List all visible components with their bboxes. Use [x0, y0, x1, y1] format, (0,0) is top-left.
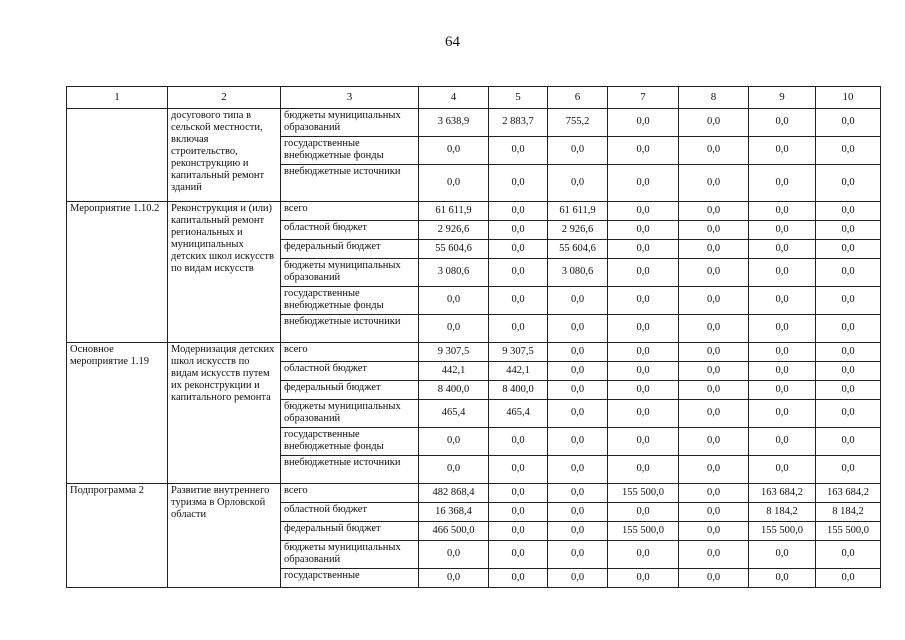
funding-source: федеральный бюджет — [281, 240, 419, 259]
amount-cell: 0,0 — [548, 428, 608, 456]
funding-source: бюджеты муниципальных образований — [281, 541, 419, 569]
column-header: 3 — [281, 87, 419, 109]
amount-cell: 3 080,6 — [548, 259, 608, 287]
table-row — [67, 484, 881, 503]
funding-source: федеральный бюджет — [281, 522, 419, 541]
amount-cell: 61 611,9 — [548, 202, 608, 221]
amount-cell: 0,0 — [608, 362, 679, 381]
amount-cell: 0,0 — [548, 343, 608, 362]
amount-cell: 0,0 — [489, 541, 548, 569]
amount-cell: 9 307,5 — [489, 343, 548, 362]
amount-cell: 8 184,2 — [816, 503, 881, 522]
amount-cell: 0,0 — [608, 221, 679, 240]
amount-cell: 0,0 — [419, 569, 489, 588]
amount-cell: 0,0 — [489, 428, 548, 456]
funding-source: государственные — [281, 569, 419, 588]
amount-cell: 0,0 — [816, 343, 881, 362]
amount-cell: 0,0 — [749, 569, 816, 588]
amount-cell: 0,0 — [749, 381, 816, 400]
funding-source: государственные внебюджетные фонды — [281, 287, 419, 315]
table-row — [67, 109, 881, 137]
amount-cell: 0,0 — [679, 165, 749, 202]
amount-cell: 0,0 — [548, 400, 608, 428]
amount-cell: 0,0 — [419, 137, 489, 165]
amount-cell: 0,0 — [679, 202, 749, 221]
amount-cell: 8 184,2 — [749, 503, 816, 522]
amount-cell: 3 080,6 — [419, 259, 489, 287]
amount-cell: 0,0 — [816, 287, 881, 315]
amount-cell: 0,0 — [749, 343, 816, 362]
amount-cell: 9 307,5 — [419, 343, 489, 362]
amount-cell: 0,0 — [489, 240, 548, 259]
amount-cell: 0,0 — [679, 484, 749, 503]
amount-cell: 55 604,6 — [548, 240, 608, 259]
amount-cell: 0,0 — [419, 315, 489, 343]
amount-cell: 0,0 — [548, 503, 608, 522]
funding-source: федеральный бюджет — [281, 381, 419, 400]
amount-cell: 0,0 — [608, 109, 679, 137]
amount-cell: 0,0 — [816, 541, 881, 569]
amount-cell: 755,2 — [548, 109, 608, 137]
amount-cell: 0,0 — [608, 381, 679, 400]
amount-cell: 0,0 — [679, 400, 749, 428]
amount-cell: 0,0 — [489, 259, 548, 287]
amount-cell: 0,0 — [548, 456, 608, 484]
amount-cell: 2 926,6 — [548, 221, 608, 240]
amount-cell: 2 883,7 — [489, 109, 548, 137]
amount-cell: 61 611,9 — [419, 202, 489, 221]
amount-cell: 163 684,2 — [749, 484, 816, 503]
amount-cell: 0,0 — [816, 381, 881, 400]
amount-cell: 155 500,0 — [816, 522, 881, 541]
amount-cell: 0,0 — [679, 522, 749, 541]
amount-cell: 0,0 — [419, 428, 489, 456]
amount-cell: 0,0 — [419, 456, 489, 484]
amount-cell: 0,0 — [548, 541, 608, 569]
amount-cell: 16 368,4 — [419, 503, 489, 522]
amount-cell: 0,0 — [679, 569, 749, 588]
amount-cell: 163 684,2 — [816, 484, 881, 503]
amount-cell: 0,0 — [679, 287, 749, 315]
amount-cell: 0,0 — [608, 165, 679, 202]
amount-cell: 0,0 — [679, 343, 749, 362]
program-name — [67, 109, 168, 202]
amount-cell: 0,0 — [608, 202, 679, 221]
amount-cell: 0,0 — [816, 569, 881, 588]
amount-cell: 0,0 — [489, 503, 548, 522]
program-description: Реконструкция и (или) капитальный ремонт региональных и муниципальных детских школ искусств по видам искусств — [168, 202, 281, 343]
column-header: 7 — [608, 87, 679, 109]
amount-cell: 0,0 — [679, 137, 749, 165]
amount-cell: 0,0 — [608, 400, 679, 428]
amount-cell: 0,0 — [749, 315, 816, 343]
amount-cell: 0,0 — [489, 569, 548, 588]
amount-cell: 0,0 — [608, 315, 679, 343]
amount-cell: 0,0 — [749, 109, 816, 137]
amount-cell: 0,0 — [749, 541, 816, 569]
amount-cell: 0,0 — [489, 165, 548, 202]
amount-cell: 0,0 — [749, 221, 816, 240]
program-name: Подпрограмма 2 — [67, 484, 168, 588]
program-name: Основное мероприятие 1.19 — [67, 343, 168, 484]
amount-cell: 0,0 — [816, 428, 881, 456]
funding-source: областной бюджет — [281, 221, 419, 240]
amount-cell: 0,0 — [679, 456, 749, 484]
funding-source: государственные внебюджетные фонды — [281, 428, 419, 456]
amount-cell: 0,0 — [608, 259, 679, 287]
column-header: 2 — [168, 87, 281, 109]
column-header: 4 — [419, 87, 489, 109]
amount-cell: 0,0 — [679, 362, 749, 381]
amount-cell: 0,0 — [548, 362, 608, 381]
amount-cell: 0,0 — [816, 456, 881, 484]
amount-cell: 0,0 — [749, 456, 816, 484]
funding-source: внебюджетные источники — [281, 315, 419, 343]
amount-cell: 0,0 — [816, 202, 881, 221]
amount-cell: 0,0 — [608, 456, 679, 484]
amount-cell: 0,0 — [749, 202, 816, 221]
amount-cell: 0,0 — [489, 221, 548, 240]
amount-cell: 0,0 — [679, 428, 749, 456]
column-header: 5 — [489, 87, 548, 109]
amount-cell: 0,0 — [816, 165, 881, 202]
amount-cell: 0,0 — [816, 240, 881, 259]
amount-cell: 0,0 — [608, 343, 679, 362]
amount-cell: 0,0 — [419, 541, 489, 569]
funding-source: бюджеты муниципальных образований — [281, 400, 419, 428]
amount-cell: 0,0 — [679, 240, 749, 259]
amount-cell: 0,0 — [816, 109, 881, 137]
amount-cell: 0,0 — [816, 400, 881, 428]
amount-cell: 0,0 — [749, 428, 816, 456]
funding-source: всего — [281, 202, 419, 221]
program-description: Развитие внутреннего туризма в Орловской области — [168, 484, 281, 588]
amount-cell: 0,0 — [749, 165, 816, 202]
amount-cell: 0,0 — [608, 287, 679, 315]
amount-cell: 0,0 — [608, 428, 679, 456]
amount-cell: 0,0 — [489, 456, 548, 484]
program-description: досугового типа в сельской местности, включая строительство, реконструкцию и капитальный ремонт зданий — [168, 109, 281, 202]
amount-cell: 0,0 — [489, 484, 548, 503]
amount-cell: 0,0 — [749, 137, 816, 165]
amount-cell: 2 926,6 — [419, 221, 489, 240]
column-header: 1 — [67, 87, 168, 109]
amount-cell: 0,0 — [749, 400, 816, 428]
amount-cell: 0,0 — [419, 287, 489, 315]
column-header: 6 — [548, 87, 608, 109]
amount-cell: 0,0 — [679, 541, 749, 569]
amount-cell: 442,1 — [489, 362, 548, 381]
funding-source: всего — [281, 343, 419, 362]
amount-cell: 0,0 — [548, 287, 608, 315]
amount-cell: 0,0 — [548, 484, 608, 503]
amount-cell: 8 400,0 — [489, 381, 548, 400]
amount-cell: 0,0 — [679, 381, 749, 400]
amount-cell: 3 638,9 — [419, 109, 489, 137]
funding-source: бюджеты муниципальных образований — [281, 259, 419, 287]
amount-cell: 0,0 — [679, 315, 749, 343]
amount-cell: 482 868,4 — [419, 484, 489, 503]
funding-source: внебюджетные источники — [281, 165, 419, 202]
amount-cell: 0,0 — [548, 137, 608, 165]
amount-cell: 0,0 — [608, 137, 679, 165]
amount-cell: 0,0 — [548, 522, 608, 541]
amount-cell: 55 604,6 — [419, 240, 489, 259]
funding-source: внебюджетные источники — [281, 456, 419, 484]
amount-cell: 155 500,0 — [608, 484, 679, 503]
amount-cell: 0,0 — [679, 109, 749, 137]
amount-cell: 0,0 — [608, 569, 679, 588]
amount-cell: 0,0 — [749, 362, 816, 381]
amount-cell: 442,1 — [419, 362, 489, 381]
budget-table — [66, 86, 881, 588]
amount-cell: 0,0 — [816, 259, 881, 287]
amount-cell: 0,0 — [749, 240, 816, 259]
amount-cell: 0,0 — [749, 287, 816, 315]
funding-source: областной бюджет — [281, 362, 419, 381]
funding-source: бюджеты муниципальных образований — [281, 109, 419, 137]
table-row — [67, 343, 881, 362]
amount-cell: 0,0 — [816, 362, 881, 381]
amount-cell: 0,0 — [608, 541, 679, 569]
amount-cell: 466 500,0 — [419, 522, 489, 541]
amount-cell: 0,0 — [489, 202, 548, 221]
amount-cell: 0,0 — [816, 137, 881, 165]
amount-cell: 0,0 — [548, 569, 608, 588]
amount-cell: 0,0 — [489, 522, 548, 541]
amount-cell: 0,0 — [679, 221, 749, 240]
amount-cell: 0,0 — [749, 259, 816, 287]
amount-cell: 465,4 — [419, 400, 489, 428]
page-number: 64 — [445, 34, 460, 50]
amount-cell: 0,0 — [679, 259, 749, 287]
funding-source: государственные внебюджетные фонды — [281, 137, 419, 165]
funding-source: областной бюджет — [281, 503, 419, 522]
amount-cell: 0,0 — [679, 503, 749, 522]
program-name: Мероприятие 1.10.2 — [67, 202, 168, 343]
amount-cell: 0,0 — [489, 137, 548, 165]
column-header: 10 — [816, 87, 881, 109]
amount-cell: 155 500,0 — [608, 522, 679, 541]
amount-cell: 0,0 — [608, 503, 679, 522]
amount-cell: 155 500,0 — [749, 522, 816, 541]
amount-cell: 0,0 — [548, 165, 608, 202]
table-header-row — [67, 87, 881, 109]
amount-cell: 0,0 — [419, 165, 489, 202]
amount-cell: 0,0 — [548, 315, 608, 343]
amount-cell: 0,0 — [816, 315, 881, 343]
table-row — [67, 202, 881, 221]
amount-cell: 0,0 — [608, 240, 679, 259]
column-header: 9 — [749, 87, 816, 109]
amount-cell: 0,0 — [489, 287, 548, 315]
amount-cell: 0,0 — [489, 315, 548, 343]
amount-cell: 0,0 — [816, 221, 881, 240]
amount-cell: 465,4 — [489, 400, 548, 428]
amount-cell: 0,0 — [548, 381, 608, 400]
amount-cell: 8 400,0 — [419, 381, 489, 400]
program-description: Модернизация детских школ искусств по видам искусств путем их реконструкции и капитального ремонта — [168, 343, 281, 484]
column-header: 8 — [679, 87, 749, 109]
funding-source: всего — [281, 484, 419, 503]
